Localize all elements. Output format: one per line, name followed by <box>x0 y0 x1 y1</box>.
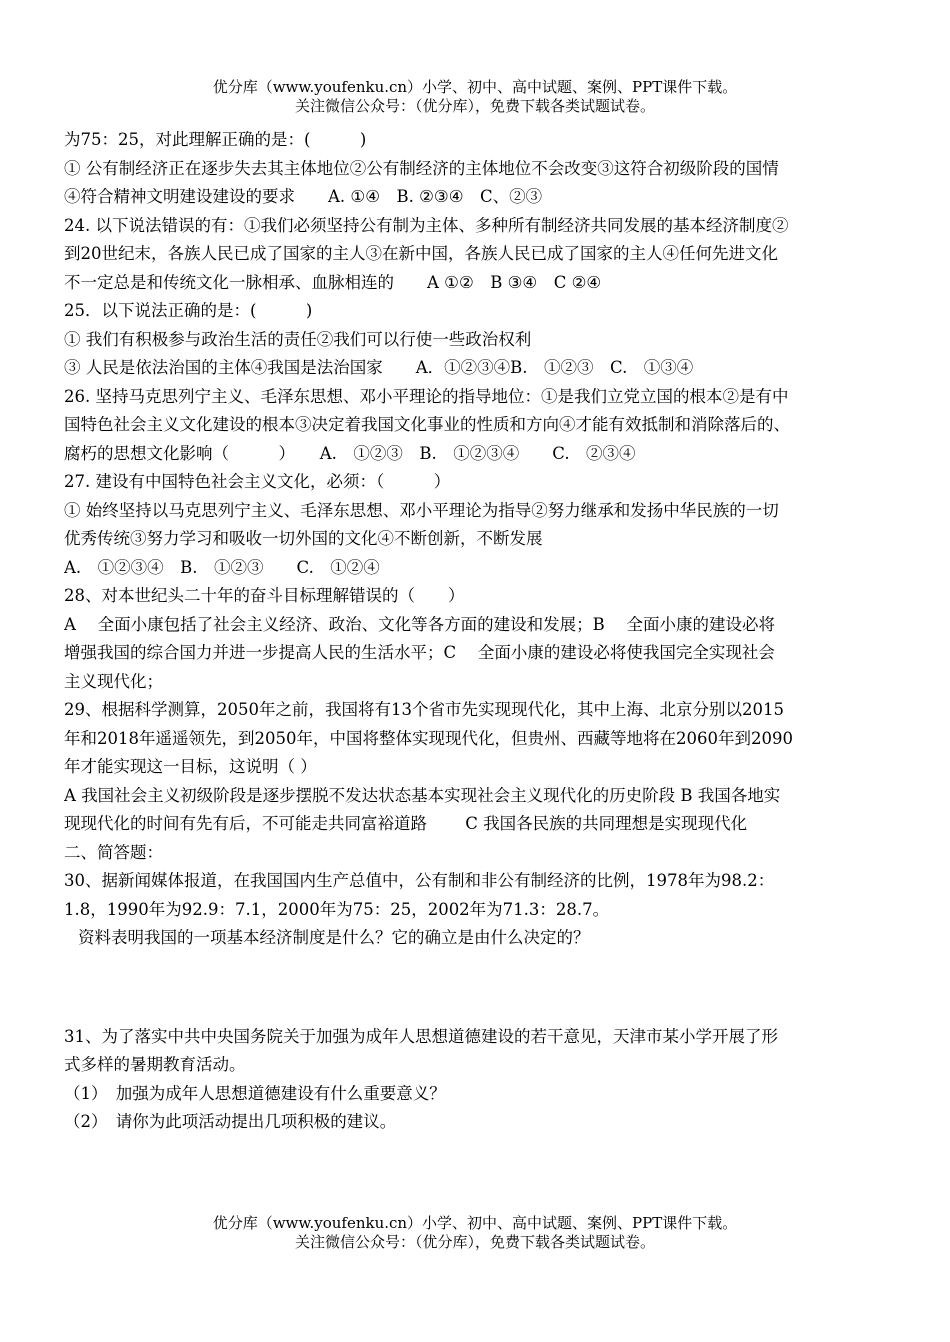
section-heading: 二、简答题： <box>64 842 163 862</box>
q27-stem: 27. 建设有中国特色社会主义文化，必须：（ ） <box>64 472 451 491</box>
q23-options-line-1: ① 公有制经济正在逐步失去其主体地位②公有制经济的主体地位不会改变③这符合初级阶段的国情 <box>64 158 779 178</box>
q29-line-5: 现现代化的时间有先有后，不可能走共同富裕道路 C 我国各民族的共同理想是实现现代化 <box>64 814 748 833</box>
q27-line-2: ① 始终坚持以马克思列宁主义、毛泽东思想、邓小平理论为指导②努力继承和发扬中华民族的一切 <box>64 500 779 520</box>
q27-options: A. ①②③④ B. ①②③ C. ①②④ <box>64 557 380 577</box>
question-body <box>64 126 904 1137</box>
q26-line-2: 国特色社会主义文化建设的根本③决定着我国文化事业的性质和方向④才能有效抵制和消除落后的、 <box>64 415 790 434</box>
footer-line-2: 关注微信公众号：（优分库），免费下载各类试题试卷。 <box>294 1233 655 1251</box>
q25-line-2: ① 我们有积极参与政治生活的责任②我们可以行使一些政治权利 <box>64 329 532 349</box>
header-line-2: 关注微信公众号：（优分库），免费下载各类试题试卷。 <box>294 97 655 115</box>
q31-sub-2: （2） 请你为此项活动提出几项积极的建议。 <box>64 1112 397 1131</box>
q28-stem: 28、对本世纪头二十年的奋斗目标理解错误的（ ） <box>64 586 465 605</box>
q27-line-3: 优秀传统③努力学习和吸收一切外国的文化④不断创新，不断发展 <box>64 529 543 548</box>
q24-line-1: 24. 以下说法错误的有：①我们必须坚持公有制为主体、多种所有制经济共同发展的基本经济制度② <box>64 215 789 235</box>
footer-line-1: 优分库（www.youfenku.cn）小学、初中、高中试题、案例、PPT课件下载。 <box>212 1214 738 1232</box>
q31-line-2: 式多样的暑期教育活动。 <box>64 1055 246 1074</box>
q23-options-line-2: ④符合精神文明建设建设的要求 A. ①④ B. ②③④ C、②③ <box>64 187 543 206</box>
q28-line-4: 主义现代化； <box>64 671 163 691</box>
q30-line-1: 30、据新闻媒体报道，在我国国内生产总值中，公有制和非公有制经济的比例，1978年为98.2： <box>64 871 775 890</box>
q26-line-1: 26. 坚持马克思列宁主义、毛泽东思想、邓小平理论的指导地位：①是我们立党立国的根本②是有中 <box>64 386 789 406</box>
q23-continuation: 为75：25，对此理解正确的是：( ) <box>64 130 367 149</box>
q29-line-4: A 我国社会主义初级阶段是逐步摆脱不发达状态基本实现社会主义现代化的历史阶段 B 我国各地实 <box>64 785 781 805</box>
q25-stem: 25．以下说法正确的是：( ) <box>64 301 313 320</box>
q24-line-2: 到20世纪末，各族人民已成了国家的主人③在新中国，各族人民已成了国家的主人④任何先进文化 <box>64 244 778 263</box>
q26-line-3: 腐朽的思想文化影响（ ） A. ①②③ B. ①②③④ C. ②③④ <box>64 443 636 463</box>
q31-line-1: 31、为了落实中共中央国务院关于加强为成年人思想道德建设的若干意见，天津市某小学开展了形 <box>64 1026 778 1046</box>
q30-line-2: 1.8，1990年为92.9：7.1，2000年为75：25，2002年为71.3：28.7。 <box>64 899 610 919</box>
page-footer <box>0 1214 950 1252</box>
q29-line-2: 年和2018年遥遥领先，到2050年，中国将整体实现现代化，但贵州、西藏等地将在2060年到2090 <box>64 728 793 748</box>
q24-line-3: 不一定总是和传统文化一脉相承、血脉相连的 A ①② B ③④ C ②④ <box>64 272 602 292</box>
q31-sub-1: （1） 加强为成年人思想道德建设有什么重要意义？ <box>64 1083 446 1103</box>
q28-line-3: 增强我国的综合国力并进一步提高人民的生活水平；C 全面小康的建设必将使我国完全实现社会 <box>64 643 775 662</box>
answer-space <box>64 953 904 1023</box>
q25-line-3: ③ 人民是依法治国的主体④我国是法治国家 A．①②③④B. ①②③ C. ①③④ <box>64 358 694 377</box>
page-header <box>0 78 950 116</box>
q28-line-2: A 全面小康包括了社会主义经济、政治、文化等各方面的建设和发展；B 全面小康的建设必将 <box>64 614 776 634</box>
header-line-1: 优分库（www.youfenku.cn）小学、初中、高中试题、案例、PPT课件下载。 <box>212 78 738 96</box>
q29-line-3: 年才能实现这一目标，这说明（ ） <box>64 757 317 776</box>
q29-line-1: 29、根据科学测算，2050年之前，我国将有13个省市先实现现代化，其中上海、北京分别以2015 <box>64 700 784 719</box>
q30-question: 资料表明我国的一项基本经济制度是什么？它的确立是由什么决定的？ <box>78 928 590 947</box>
